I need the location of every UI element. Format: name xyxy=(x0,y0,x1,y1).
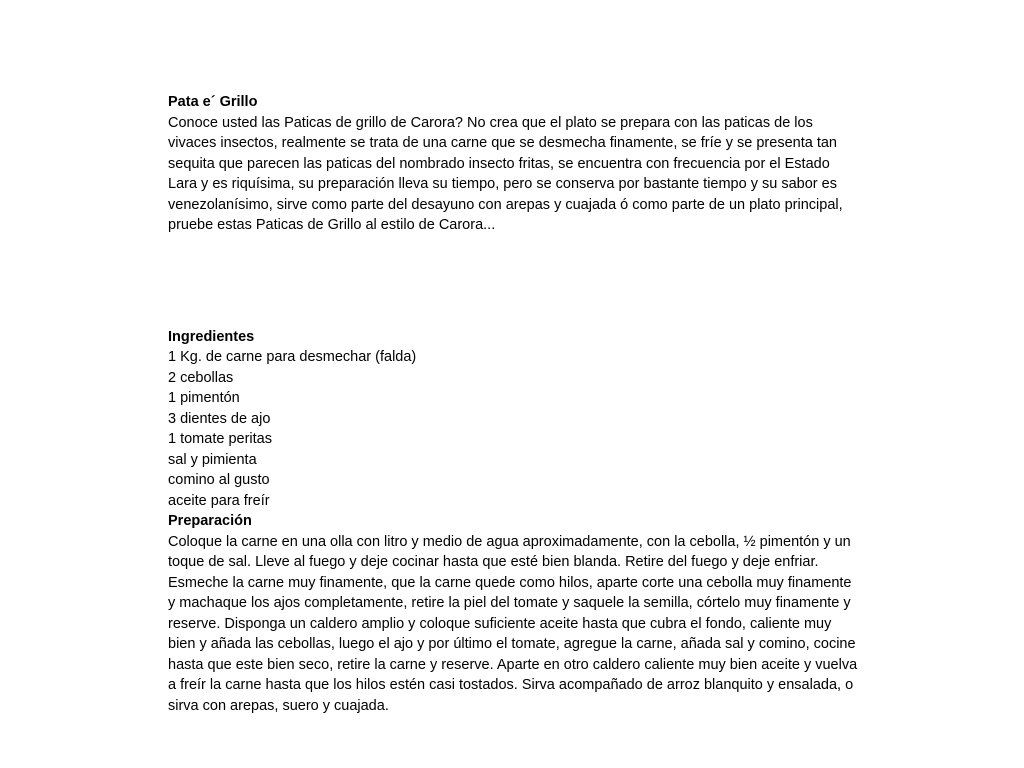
ingredient-item: 1 tomate peritas xyxy=(168,431,272,447)
recipe-title: Pata e´ Grillo xyxy=(168,94,258,110)
section-spacer xyxy=(168,236,858,327)
ingredient-item: 1 pimentón xyxy=(168,390,240,406)
ingredients-list xyxy=(168,347,858,511)
ingredient-item: sal y pimienta xyxy=(168,451,257,468)
ingredient-item: aceite para freír xyxy=(168,492,270,509)
preparation-section xyxy=(168,511,858,716)
ingredient-item: comino al gusto xyxy=(168,472,270,488)
preparation-paragraph: Coloque la carne en una olla con litro y medio de agua aproximadamente, con la cebolla, ½ pimentón y un toque de sal. Lleve al fuego y deje cocinar hasta que esté bien blanda. Retire del fuego y deje enfriar. Esmeche la carne muy finamente, que la carne quede como hilos, aparte corte una cebolla muy finamente y machaque los ajos completamente, retire la piel del tomate y saquele la semilla, córtelo muy finamente y reserve. Disponga un caldero amplio y coloque suficiente aceite hasta que cubra el fondo, caliente muy bien y añada las cebollas, luego el ajo y por último el tomate, agregue la carne, añada sal y comino, cocine hasta que este bien seco, retire la carne y reserve. Aparte en otro caldero caliente muy bien aceite y vuelva a freír la carne hasta que los hilos estén casi tostados. Sirva acompañado de arroz blanquito y ensalada, o sirva con arepas, suero y cuajada. xyxy=(168,533,858,714)
ingredients-heading: Ingredientes xyxy=(168,328,255,345)
intro-section xyxy=(168,92,858,236)
preparation-heading: Preparación xyxy=(168,513,252,529)
ingredients-section xyxy=(168,327,858,512)
recipe-document xyxy=(168,92,858,716)
ingredient-item: 1 Kg. de carne para desmechar (falda) xyxy=(168,349,417,365)
intro-paragraph: Conoce usted las Paticas de grillo de Carora? No crea que el plato se prepara con las paticas de los vivaces insectos, realmente se trata de una carne que se desmecha finamente, se fríe y se presenta tan sequita que parecen las paticas del nombrado insecto fritas, se encuentra con frecuencia por el Estado Lara y es riquísima, su preparación lleva su tiempo, pero se conserva por bastante tiempo y su sabor es venezolanísimo, sirve como parte del desayuno con arepas y cuajada ó como parte de un plato principal, pruebe estas Paticas de Grillo al estilo de Carora... xyxy=(168,114,843,233)
ingredient-item: 3 dientes de ajo xyxy=(168,410,271,427)
ingredient-item: 2 cebollas xyxy=(168,369,234,386)
